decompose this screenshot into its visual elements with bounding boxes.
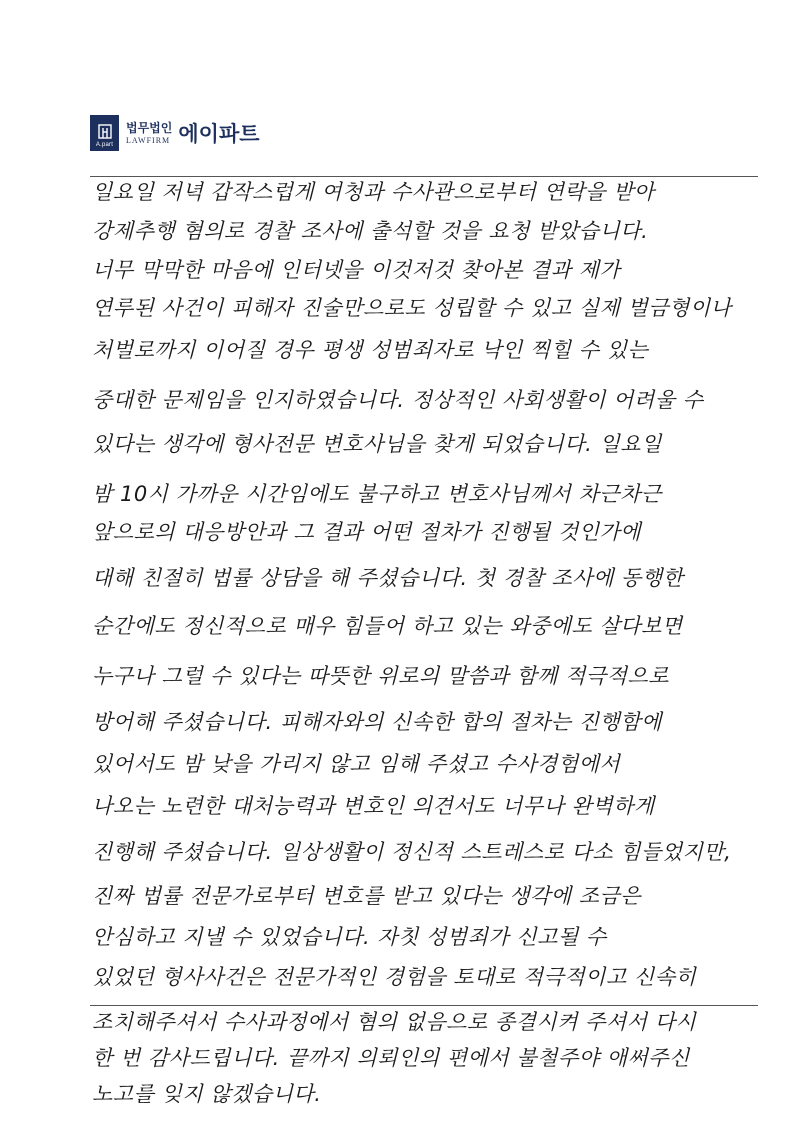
- letter-line: 강제추행 혐의로 경찰 조사에 출석할 것을 요청 받았습니다.: [92, 219, 649, 243]
- letter-line: 너무 막막한 마음에 인터넷을 이것저것 찾아본 결과 제가: [92, 258, 621, 282]
- letter-line: 일요일 저녁 갑작스럽게 여청과 수사관으로부터 연락을 받아: [92, 180, 655, 204]
- firm-name-english: LAWFIRM: [126, 135, 171, 145]
- letter-line: 누구나 그럴 수 있다는 따뜻한 위로의 말씀과 함께 적극적으로: [92, 664, 670, 688]
- letter-line: 한 번 감사드립니다. 끝까지 의뢰인의 편에서 불철주야 애써주신: [92, 1046, 690, 1070]
- letter-line: 앞으로의 대응방안과 그 결과 어떤 절차가 진행될 것인가에: [92, 520, 642, 544]
- firm-name-small: 법무법인: [126, 120, 173, 135]
- logo-text: A.part: [95, 142, 114, 148]
- letter-line: 있었던 형사사건은 전문가적인 경험을 토대로 적극적이고 신속히: [92, 965, 697, 989]
- letter-line: 진행해 주셨습니다. 일상생활이 정신적 스트레스로 다소 힘들었지만,: [92, 840, 732, 864]
- letter-line: 진짜 법률 전문가로부터 변호를 받고 있다는 생각에 조금은: [92, 884, 642, 908]
- letter-line: 있다는 생각에 형사전문 변호사님을 찾게 되었습니다. 일요일: [92, 432, 662, 456]
- letter-line: 조치해주셔서 수사과정에서 혐의 없음으로 종결시켜 주셔서 다시: [92, 1010, 697, 1034]
- letter-line: 방어해 주셨습니다. 피해자와의 신속한 합의 절차는 진행함에: [92, 710, 662, 734]
- letter-line: 대해 친절히 법률 상담을 해 주셨습니다. 첫 경찰 조사에 동행한: [92, 566, 684, 590]
- letter-line: 중대한 문제임을 인지하였습니다. 정상적인 사회생활이 어려울 수: [92, 388, 704, 412]
- letter-line: 순간에도 정신적으로 매우 힘들어 하고 있는 와중에도 살다보면: [92, 614, 683, 638]
- letter-line: 안심하고 지낼 수 있었습니다. 자칫 성범죄가 신고될 수: [92, 925, 607, 949]
- letter-line: 밤 10시 가까운 시간임에도 불구하고 변호사님께서 차근차근: [92, 482, 662, 506]
- firm-name-large: 에이파트: [178, 122, 260, 146]
- letter-line: 연루된 사건이 피해자 진술만으로도 성립할 수 있고 실제 벌금형이나: [92, 296, 732, 320]
- letter-line: 처벌로까지 이어질 경우 평생 성범죄자로 낙인 찍힐 수 있는: [92, 338, 649, 362]
- letter-line: 있어서도 밤 낮을 가리지 않고 임해 주셨고 수사경험에서: [92, 752, 621, 776]
- letter-line: 나오는 노련한 대처능력과 변호인 의견서도 너무나 완벽하게: [92, 794, 655, 818]
- ruled-line: [90, 176, 758, 177]
- ruled-line: [90, 1005, 758, 1006]
- letter-line: 노고를 잊지 않겠습니다.: [92, 1082, 322, 1106]
